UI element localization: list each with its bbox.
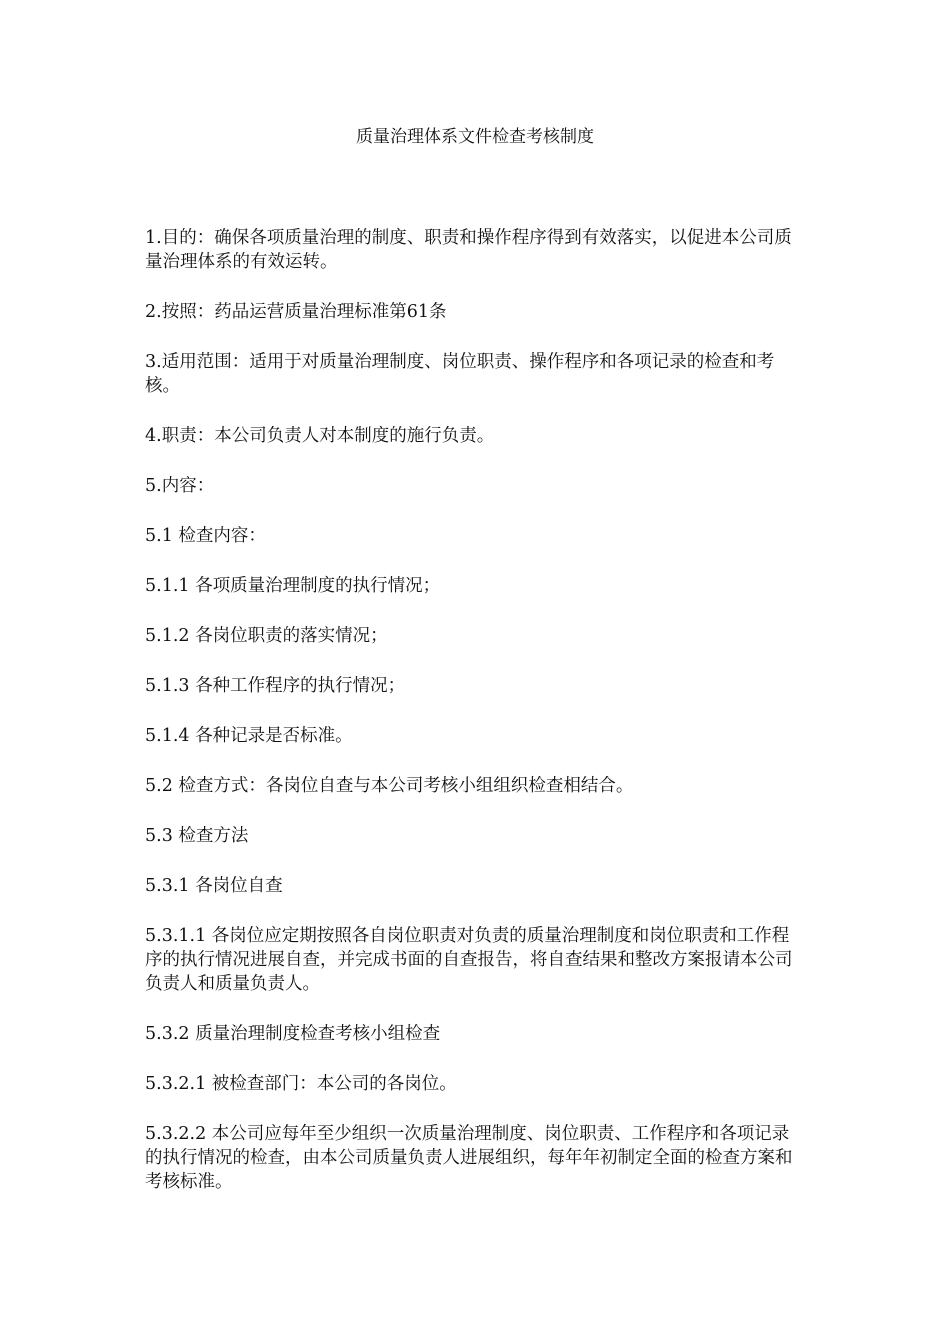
paragraph-5-1-4: 5.1.4 各种记录是否标准。 bbox=[145, 726, 353, 746]
paragraph-5-2: 5.2 检查方式：各岗位自查与本公司考核小组组织检查相结合。 bbox=[145, 776, 634, 796]
paragraph-responsibility: 4.职责：本公司负责人对本制度的施行负责。 bbox=[145, 426, 495, 446]
document-body bbox=[145, 226, 805, 1220]
paragraph-5-1-3: 5.1.3 各种工作程序的执行情况； bbox=[145, 676, 406, 696]
paragraph-5-1-2: 5.1.2 各岗位职责的落实情况； bbox=[145, 626, 388, 646]
document-title: 质量治理体系文件检查考核制度 bbox=[356, 127, 594, 147]
paragraph-5-3-1-1: 5.3.1.1 各岗位应定期按照各自岗位职责对负责的质量治理制度和岗位职责和工作程序的执行情况进展自查，并完成书面的自查报告，将自查结果和整改方案报请本公司负责人和质量负责人。 bbox=[145, 926, 793, 994]
paragraph-scope: 3.适用范围：适用于对质量治理制度、岗位职责、操作程序和各项记录的检查和考核。 bbox=[145, 352, 775, 396]
paragraph-5-1: 5.1 检查内容： bbox=[145, 526, 266, 546]
paragraph-5-3-1: 5.3.1 各岗位自查 bbox=[145, 876, 283, 896]
paragraph-5-3: 5.3 检查方法 bbox=[145, 826, 249, 846]
paragraph-content-heading: 5.内容： bbox=[145, 476, 215, 496]
paragraph-5-3-2-1: 5.3.2.1 被检查部门：本公司的各岗位。 bbox=[145, 1074, 457, 1094]
paragraph-5-1-1: 5.1.1 各项质量治理制度的执行情况； bbox=[145, 576, 441, 596]
paragraph-basis: 2.按照：药品运营质量治理标准第61条 bbox=[145, 302, 447, 322]
paragraph-purpose: 1.目的：确保各项质量治理的制度、职责和操作程序得到有效落实，以促进本公司质量治理体系的有效运转。 bbox=[145, 228, 792, 272]
paragraph-5-3-2-2: 5.3.2.2 本公司应每年至少组织一次质量治理制度、岗位职责、工作程序和各项记录的执行情况的检查，由本公司质量负责人进展组织，每年年初制定全面的检查方案和考核标准。 bbox=[145, 1124, 793, 1192]
paragraph-5-3-2: 5.3.2 质量治理制度检查考核小组检查 bbox=[145, 1024, 441, 1044]
